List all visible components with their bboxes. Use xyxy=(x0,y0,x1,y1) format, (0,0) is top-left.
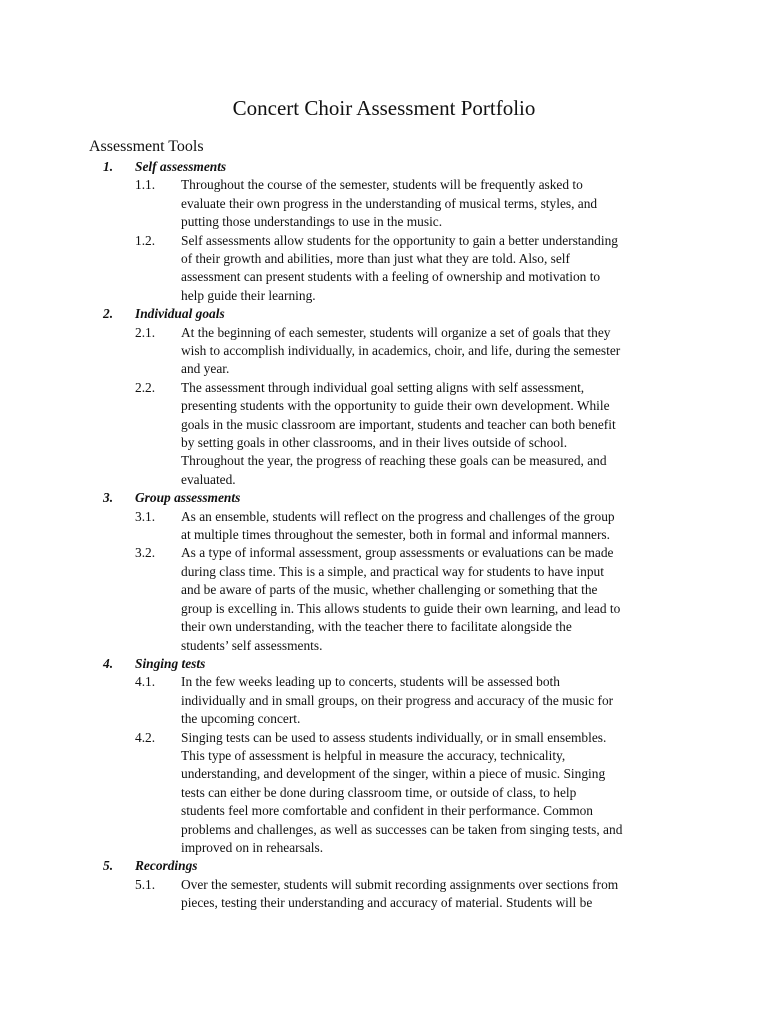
text-line: In the few weeks leading up to concerts, students will be assessed both xyxy=(181,674,560,690)
list-item xyxy=(0,857,768,912)
text-line: students feel more comfortable and confident in their performance. Common xyxy=(181,803,593,819)
sub-item xyxy=(0,379,768,489)
sub-item xyxy=(0,176,768,231)
text-line: goals in the music classroom are important, students and teacher can both benefit xyxy=(181,416,616,432)
sub-item-text xyxy=(181,324,681,379)
list-item-heading xyxy=(0,489,768,507)
document-title: Concert Choir Assessment Portfolio xyxy=(232,96,536,120)
text-line: Throughout the course of the semester, students will be frequently asked to xyxy=(181,177,583,193)
sub-item xyxy=(0,232,768,306)
sub-item-number: 2.2. xyxy=(135,379,156,395)
text-line: At the beginning of each semester, students will organize a set of goals that they xyxy=(181,324,611,340)
sub-item xyxy=(0,673,768,728)
sub-item-text xyxy=(181,508,681,545)
text-line: assessment can present students with a feeling of ownership and motivation to xyxy=(181,269,601,285)
text-line: evaluate their own progress in the understanding of musical terms, styles, and xyxy=(181,195,598,211)
list-item-number: 2. xyxy=(103,306,114,322)
text-line: students’ self assessments. xyxy=(181,637,323,653)
list-item-heading xyxy=(0,655,768,673)
sub-item-text xyxy=(181,176,681,231)
text-line: of their growth and abilities, more than just what they are told. Also, self xyxy=(181,251,570,267)
sub-item xyxy=(0,324,768,379)
sub-item-text xyxy=(181,876,681,913)
text-line: help guide their learning. xyxy=(181,287,316,303)
sub-item-number: 1.1. xyxy=(135,177,156,193)
sub-item-number: 4.2. xyxy=(135,729,156,745)
list-item-title: Self assessments xyxy=(135,159,227,174)
list-item xyxy=(0,158,768,305)
list-item-heading xyxy=(0,857,768,875)
text-line: As a type of informal assessment, group assessments or evaluations can be made xyxy=(181,545,614,561)
list-item-title: Singing tests xyxy=(135,655,206,671)
sub-item-number: 4.1. xyxy=(135,674,156,690)
text-line: the upcoming concert. xyxy=(181,711,301,727)
list-item-title: Individual goals xyxy=(135,306,225,322)
sub-item-number: 3.1. xyxy=(135,508,156,524)
list-item-title: Group assessments xyxy=(135,490,241,506)
sub-item-number: 2.1. xyxy=(135,324,156,340)
text-line: understanding, and development of the singer, within a piece of music. Singing xyxy=(181,766,606,782)
assessment-list xyxy=(0,158,768,913)
text-line: As an ensemble, students will reflect on the progress and challenges of the group xyxy=(181,508,615,524)
sub-item xyxy=(0,876,768,913)
sub-item-text xyxy=(181,379,681,489)
sub-item-text xyxy=(181,673,681,728)
sub-item-number: 3.2. xyxy=(135,545,156,561)
text-line: Over the semester, students will submit recording assignments over sections from xyxy=(181,876,619,892)
text-line: individually and in small groups, on their progress and accuracy of the music for xyxy=(181,692,614,708)
text-line: tests can either be done during classroom time, or outside of class, to help xyxy=(181,784,577,800)
list-item xyxy=(0,305,768,489)
list-item-heading xyxy=(0,158,768,176)
sub-item-number: 5.1. xyxy=(135,876,156,892)
text-line: their own understanding, with the teacher there to facilitate alongside the xyxy=(181,619,572,635)
list-item xyxy=(0,489,768,655)
text-line: evaluated. xyxy=(181,471,236,487)
list-item-number: 1. xyxy=(103,159,114,174)
sub-item-text xyxy=(181,232,681,306)
text-line: during class time. This is a simple, and practical way for students to have input xyxy=(181,563,604,579)
sub-item-number: 1.2. xyxy=(135,232,156,248)
text-line: Singing tests can be used to assess students individually, or in small ensembles. xyxy=(181,729,607,745)
text-line: and year. xyxy=(181,361,230,377)
sub-item-text xyxy=(181,544,681,654)
text-line: Self assessments allow students for the opportunity to gain a better understanding xyxy=(181,232,618,248)
text-line: improved on in rehearsals. xyxy=(181,839,324,855)
section-heading: Assessment Tools xyxy=(89,138,204,155)
text-line: problems and challenges, as well as successes can be taken from singing tests, and xyxy=(181,821,623,837)
sub-item-text xyxy=(181,729,681,858)
text-line: at multiple times throughout the semester, both in formal and informal manners. xyxy=(181,527,610,543)
list-item xyxy=(0,655,768,857)
text-line: presenting students with the opportunity to guide their own development. While xyxy=(181,398,610,414)
text-line: This type of assessment is helpful in measure the accuracy, technicality, xyxy=(181,747,566,763)
text-line: putting those understandings to use in the music. xyxy=(181,214,443,230)
list-item-number: 4. xyxy=(103,655,114,671)
sub-item xyxy=(0,544,768,654)
text-line: The assessment through individual goal setting aligns with self assessment, xyxy=(181,379,585,395)
text-line: pieces, testing their understanding and accuracy of material. Students will be xyxy=(181,895,593,911)
text-line: Throughout the year, the progress of reaching these goals can be measured, and xyxy=(181,453,607,469)
list-item-title: Recordings xyxy=(135,858,198,874)
text-line: by setting goals in other classrooms, and in their lives outside of school. xyxy=(181,435,568,451)
list-item-heading xyxy=(0,305,768,323)
text-line: wish to accomplish individually, in academics, choir, and life, during the semester xyxy=(181,343,621,359)
text-line: group is excelling in. This allows students to guide their own learning, and lead to xyxy=(181,600,621,616)
list-item-number: 3. xyxy=(103,490,114,506)
sub-item xyxy=(0,729,768,858)
sub-item xyxy=(0,508,768,545)
text-line: and be aware of parts of the music, whether challenging or something that the xyxy=(181,582,598,598)
list-item-number: 5. xyxy=(103,858,114,874)
